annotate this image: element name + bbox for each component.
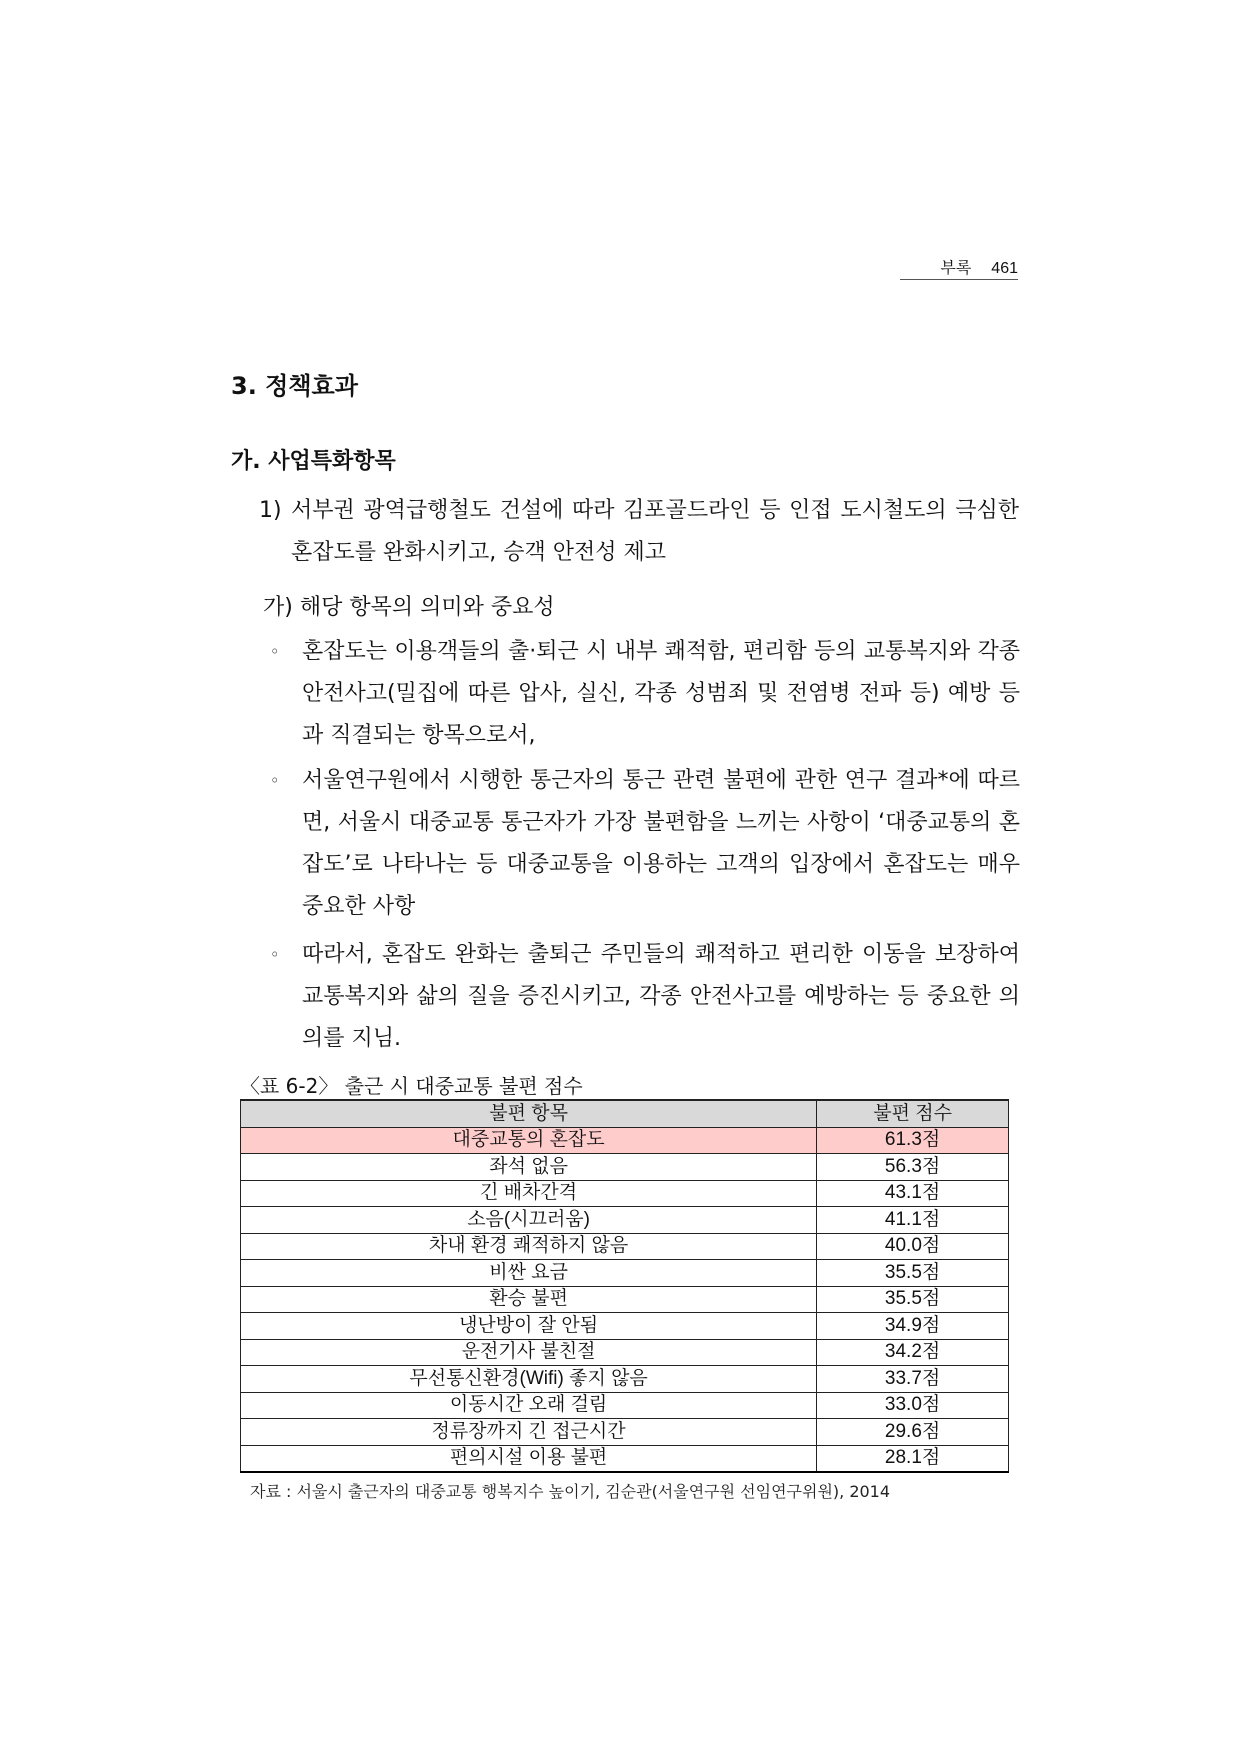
score-cell: 33.0점 <box>817 1392 1009 1419</box>
item-number: 1) <box>259 498 282 523</box>
score-cell: 28.1점 <box>817 1445 1009 1472</box>
table-caption: 〈표 6-2〉 출근 시 대중교통 불편 점수 <box>240 1074 583 1098</box>
item-cell: 이동시간 오래 걸림 <box>241 1392 817 1419</box>
score-cell: 61.3점 <box>817 1127 1009 1154</box>
item-cell: 좌석 없음 <box>241 1154 817 1181</box>
score-cell: 29.6점 <box>817 1419 1009 1446</box>
table-row <box>241 1392 1009 1419</box>
table-row <box>241 1260 1009 1287</box>
item-cell: 정류장까지 긴 접근시간 <box>241 1419 817 1446</box>
item-cell: 무선통신환경(Wifi) 좋지 않음 <box>241 1366 817 1393</box>
bullet-icon: ◦ <box>270 771 280 790</box>
inconvenience-table <box>240 1099 1009 1473</box>
item-cell: 긴 배차간격 <box>241 1180 817 1207</box>
bullet-item <box>270 934 1020 1060</box>
table-row <box>241 1207 1009 1234</box>
score-cell: 33.7점 <box>817 1366 1009 1393</box>
table-row <box>241 1180 1009 1207</box>
table-row <box>241 1154 1009 1181</box>
table-header-row <box>241 1100 1009 1127</box>
score-cell: 35.5점 <box>817 1286 1009 1313</box>
table-row <box>241 1445 1009 1472</box>
item-text: 서부권 광역급행철도 건설에 따라 김포골드라인 등 인접 도시철도의 극심한 혼잡도를 완화시키고, 승객 안전성 제고 <box>291 498 1019 565</box>
bullet-item <box>270 760 1020 928</box>
table-row <box>241 1286 1009 1313</box>
bullet-item <box>270 631 1020 757</box>
item-cell: 편의시설 이용 불편 <box>241 1445 817 1472</box>
page-header <box>900 255 1018 280</box>
score-cell: 34.9점 <box>817 1313 1009 1340</box>
column-header: 불편 점수 <box>817 1100 1009 1127</box>
subsection-heading: 가. 사업특화항목 <box>231 449 396 474</box>
section-label: 부록 <box>940 260 972 277</box>
score-cell: 35.5점 <box>817 1260 1009 1287</box>
score-cell: 40.0점 <box>817 1233 1009 1260</box>
score-cell: 43.1점 <box>817 1180 1009 1207</box>
page-number: 461 <box>991 260 1018 277</box>
score-cell: 56.3점 <box>817 1154 1009 1181</box>
table-source: 자료 : 서울시 출근자의 대중교통 행복지수 높이기, 김순관(서울연구원 선임연구위원), 2014 <box>250 1482 891 1501</box>
bullet-icon: ◦ <box>270 945 280 964</box>
table-row <box>241 1419 1009 1446</box>
item-cell: 소음(시끄러움) <box>241 1207 817 1234</box>
table-row <box>241 1339 1009 1366</box>
table-row <box>241 1233 1009 1260</box>
item-cell: 환승 불편 <box>241 1286 817 1313</box>
bullet-text: 서울연구원에서 시행한 통근자의 통근 관련 불편에 관한 연구 결과*에 따르면, 서울시 대중교통 통근자가 가장 불편함을 느끼는 사항이 ‘대중교통의 혼잡도’로 나타나는 등 대중교통을 이용하는 고객의 입장에서 혼잡도는 매우 중요한 사항 <box>302 768 1020 919</box>
item-cell: 비싼 요금 <box>241 1260 817 1287</box>
column-header: 불편 항목 <box>241 1100 817 1127</box>
bullet-icon: ◦ <box>270 642 280 661</box>
item-cell: 차내 환경 쾌적하지 않음 <box>241 1233 817 1260</box>
section-heading: 3. 정책효과 <box>231 372 358 400</box>
bullet-text: 따라서, 혼잡도 완화는 출퇴근 주민들의 쾌적하고 편리한 이동을 보장하여 교통복지와 삶의 질을 증진시키고, 각종 안전사고를 예방하는 등 중요한 의의를 지님. <box>302 942 1020 1051</box>
table-row <box>241 1313 1009 1340</box>
numbered-item <box>259 490 1019 574</box>
score-cell: 34.2점 <box>817 1339 1009 1366</box>
item-cell: 운전기사 불친절 <box>241 1339 817 1366</box>
item-cell: 대중교통의 혼잡도 <box>241 1127 817 1154</box>
table-row <box>241 1366 1009 1393</box>
score-cell: 41.1점 <box>817 1207 1009 1234</box>
sub-heading: 가) 해당 항목의 의미와 중요성 <box>263 595 555 620</box>
bullet-text: 혼잡도는 이용객들의 출·퇴근 시 내부 쾌적함, 편리함 등의 교통복지와 각종 안전사고(밀집에 따른 압사, 실신, 각종 성범죄 및 전염병 전파 등) 예방 등과 직결되는 항목으로서, <box>302 639 1020 748</box>
item-cell: 냉난방이 잘 안됨 <box>241 1313 817 1340</box>
table-row-highlighted <box>241 1127 1009 1154</box>
